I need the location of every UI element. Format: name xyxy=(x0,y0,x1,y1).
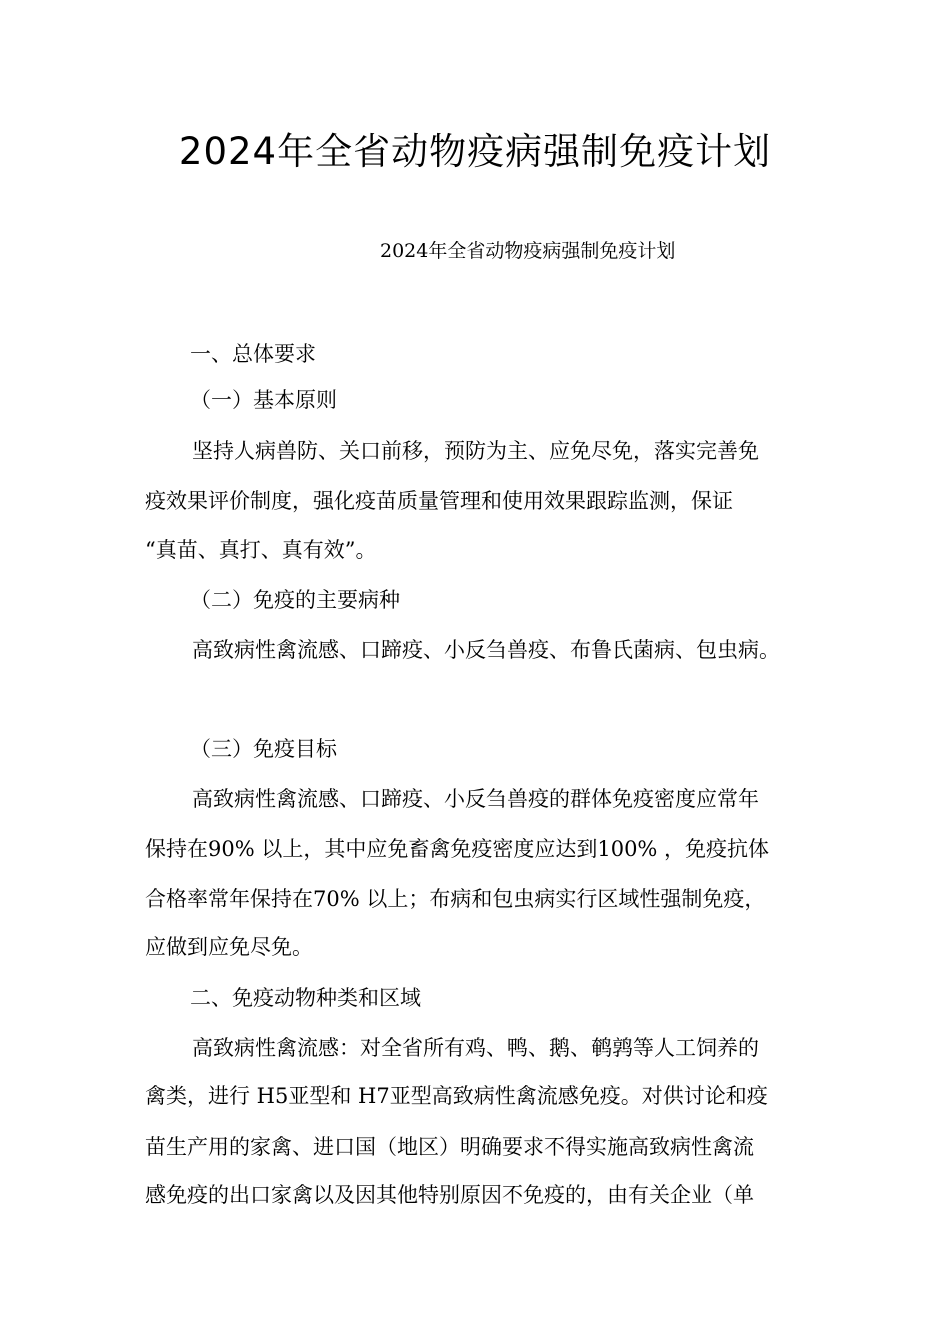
section-heading-general-requirements: 一、总体要求 xyxy=(190,342,316,366)
paragraph-line: 苗生产用的家禽、进口国（地区）明确要求不得实施高致病性禽流 xyxy=(145,1135,754,1159)
document-title: 2024年全省动物疫病强制免疫计划 xyxy=(178,130,772,173)
paragraph-line: 合格率常年保持在70% 以上；布病和包虫病实行区域性强制免疫， xyxy=(145,887,766,911)
paragraph-line: 高致病性禽流感、口蹄疫、小反刍兽疫的群体免疫密度应常年 xyxy=(192,787,759,811)
paragraph-line: 保持在90% 以上，其中应免畜禽免疫密度应达到100% ，免疫抗体 xyxy=(145,837,770,861)
section-heading-animal-species-and-regions: 二、免疫动物种类和区域 xyxy=(190,986,421,1010)
document-subtitle: 2024年全省动物疫病强制免疫计划 xyxy=(380,240,676,262)
paragraph-line: 高致病性禽流感、口蹄疫、小反刍兽疫、布鲁氏菌病、包虫病。 xyxy=(192,638,780,662)
paragraph-line: 坚持人病兽防、关口前移，预防为主、应免尽免，落实完善免 xyxy=(192,439,759,463)
paragraph-line: 应做到应免尽免。 xyxy=(145,935,313,959)
paragraph-line: 禽类，进行 H5亚型和 H7亚型高致病性禽流感免疫。对供讨论和疫 xyxy=(145,1084,768,1108)
subsection-heading-main-diseases: （二）免疫的主要病种 xyxy=(190,588,400,612)
subsection-heading-basic-principles: （一）基本原则 xyxy=(190,388,337,412)
paragraph-line: 感免疫的出口家禽以及因其他特别原因不免疫的，由有关企业（单 xyxy=(145,1183,754,1207)
paragraph-line: 高致病性禽流感：对全省所有鸡、鸭、鹅、鹌鹑等人工饲养的 xyxy=(192,1036,759,1060)
paragraph-line: 疫效果评价制度，强化疫苗质量管理和使用效果跟踪监测，保证 xyxy=(145,489,733,513)
subsection-heading-immunization-targets: （三）免疫目标 xyxy=(190,737,337,761)
paragraph-line: “真苗、真打、真有效”。 xyxy=(145,538,377,562)
